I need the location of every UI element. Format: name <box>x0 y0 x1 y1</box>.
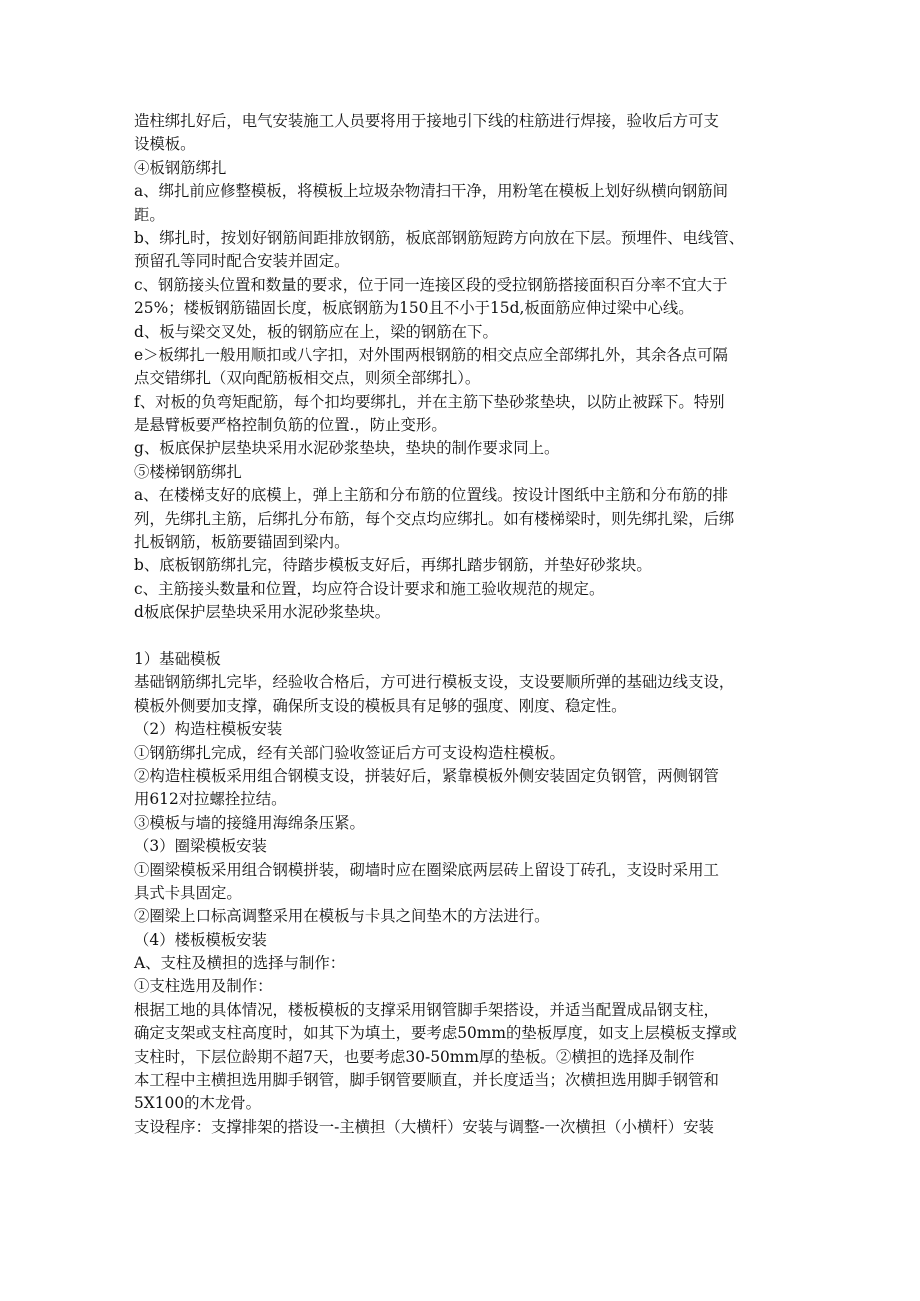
text-line: 是悬臂板要严格控制负筋的位置.，防止变形。 <box>134 416 447 435</box>
text-line: 列，先绑扎主筋，后绑扎分布筋，每个交点均应绑扎。如有楼梯梁时，则先绑扎梁，后绑 <box>134 509 735 528</box>
text-line: 确定支架或支柱高度时，如其下为填土，要考虑50mm的垫板厚度，如支上层模板支撑或 <box>134 1024 737 1043</box>
section-heading: ⑤楼梯钢筋绑扎 <box>134 462 242 481</box>
text-line: ①支柱选用及制作： <box>134 977 273 996</box>
text-line: 预留孔等同时配合安装并固定。 <box>134 252 350 271</box>
text-line: ③模板与墙的接缝用海绵条压紧。 <box>134 813 365 832</box>
document-page <box>134 110 798 1139</box>
text-line: 用612对拉螺拴拉结。 <box>134 790 287 809</box>
text-line: 本工程中主横担选用脚手钢管，脚手钢管要顺直，并长度适当；次横担选用脚手钢管和 <box>134 1071 719 1090</box>
text-line: 25%；楼板钢筋锚固长度，板底钢筋为150且不小于15d,板面筋应伸过梁中心线。 <box>134 299 694 318</box>
text-line: e＞板绑扎一般用顺扣或八字扣，对外围两根钢筋的相交点应全部绑扎外，其余各点可隔 <box>134 345 728 364</box>
text-line: a、绑扎前应修整模板，将模板上垃圾杂物清扫干净，用粉笔在模板上划好纵横向钢筋间 <box>134 182 729 201</box>
text-line: a、在楼梯支好的底模上，弹上主筋和分布筋的位置线。按设计图纸中主筋和分布筋的排 <box>134 486 729 505</box>
section-heading: 1）基础模板 <box>134 649 221 668</box>
text-line: 支设程序：支撑排架的搭设一-主横担（大横杆）安装与调整-一次横担（小横杆）安装 <box>134 1117 714 1136</box>
text-line: 具式卡具固定。 <box>134 883 242 902</box>
text-line: 点交错绑扎（双向配筋板相交点，则须全部绑扎）。 <box>134 369 481 388</box>
text-line: ②圈梁上口标高调整采用在模板与卡具之间垫木的方法进行。 <box>134 907 550 926</box>
text-line: b、底板钢筋绑扎完，待踏步模板支好后，再绑扎踏步钢筋，并垫好砂浆块。 <box>134 556 652 575</box>
text-line: 扎板钢筋，板筋要锚固到梁内。 <box>134 533 350 552</box>
text-line: 5X100的木龙骨。 <box>134 1094 262 1113</box>
text-line: g、板底保护层垫块采用水泥砂浆垫块，垫块的制作要求同上。 <box>134 439 560 458</box>
text-line: 根据工地的具体情况，楼板模板的支撑采用钢管脚手架搭设，并适当配置成品钢支柱， <box>134 1000 719 1019</box>
text-line: 造柱绑扎好后，电气安装施工人员要将用于接地引下线的柱筋进行焊接，验收后方可支 <box>134 112 719 130</box>
text-line: b、绑扎时，按划好钢筋间距排放钢筋，板底部钢筋短跨方向放在下层。预埋件、电线管、 <box>134 228 745 247</box>
text-line: d板底保护层垫块采用水泥砂浆垫块。 <box>134 603 391 622</box>
text-line: d、板与梁交叉处，板的钢筋应在上，梁的钢筋在下。 <box>134 322 498 341</box>
section-heading: （4）楼板模板安装 <box>134 930 267 949</box>
text-line: ②构造柱模板采用组合钢模支设，拼装好后，紧靠模板外侧安装固定负钢管，两侧钢管 <box>134 766 719 785</box>
section-heading: ④板钢筋绑扎 <box>134 158 227 177</box>
text-line: 设模板。 <box>134 135 196 154</box>
text-line: 距。 <box>134 205 165 224</box>
text-line: A、支柱及横担的选择与制作： <box>134 954 346 973</box>
text-line: ①圈梁模板采用组合钢模拼装，砌墙时应在圈梁底两层砖上留设丁砖孔，支设时采用工 <box>134 860 719 879</box>
section-heading: （2）构造柱模板安装 <box>134 720 283 739</box>
blank-line <box>134 625 798 648</box>
section-heading: （3）圈梁模板安装 <box>134 837 267 856</box>
text-line: f、对板的负弯矩配筋，每个扣均要绑扎，并在主筋下垫砂浆垫块，以防止被踩下。特别 <box>134 392 725 411</box>
text-line: c、钢筋接头位置和数量的要求，位于同一连接区段的受拉钢筋搭接面积百分率不宜大于 <box>134 275 728 294</box>
text-line: ①钢筋绑扎完成，经有关部门验收签证后方可支设构造柱模板。 <box>134 743 565 762</box>
text-line: 支柱时，下层位龄期不超7天，也要考虑30-50mm厚的垫板。②横担的选择及制作 <box>134 1047 695 1066</box>
text-line: 模板外侧要加支撑，确保所支设的模板具有足够的强度、刚度、稳定性。 <box>134 696 627 715</box>
text-line: c、主筋接头数量和位置，均应符合设计要求和施工验收规范的规定。 <box>134 579 605 598</box>
text-line: 基础钢筋绑扎完毕，经验收合格后，方可进行模板支设，支设要顺所弹的基础边线支设， <box>134 673 735 692</box>
